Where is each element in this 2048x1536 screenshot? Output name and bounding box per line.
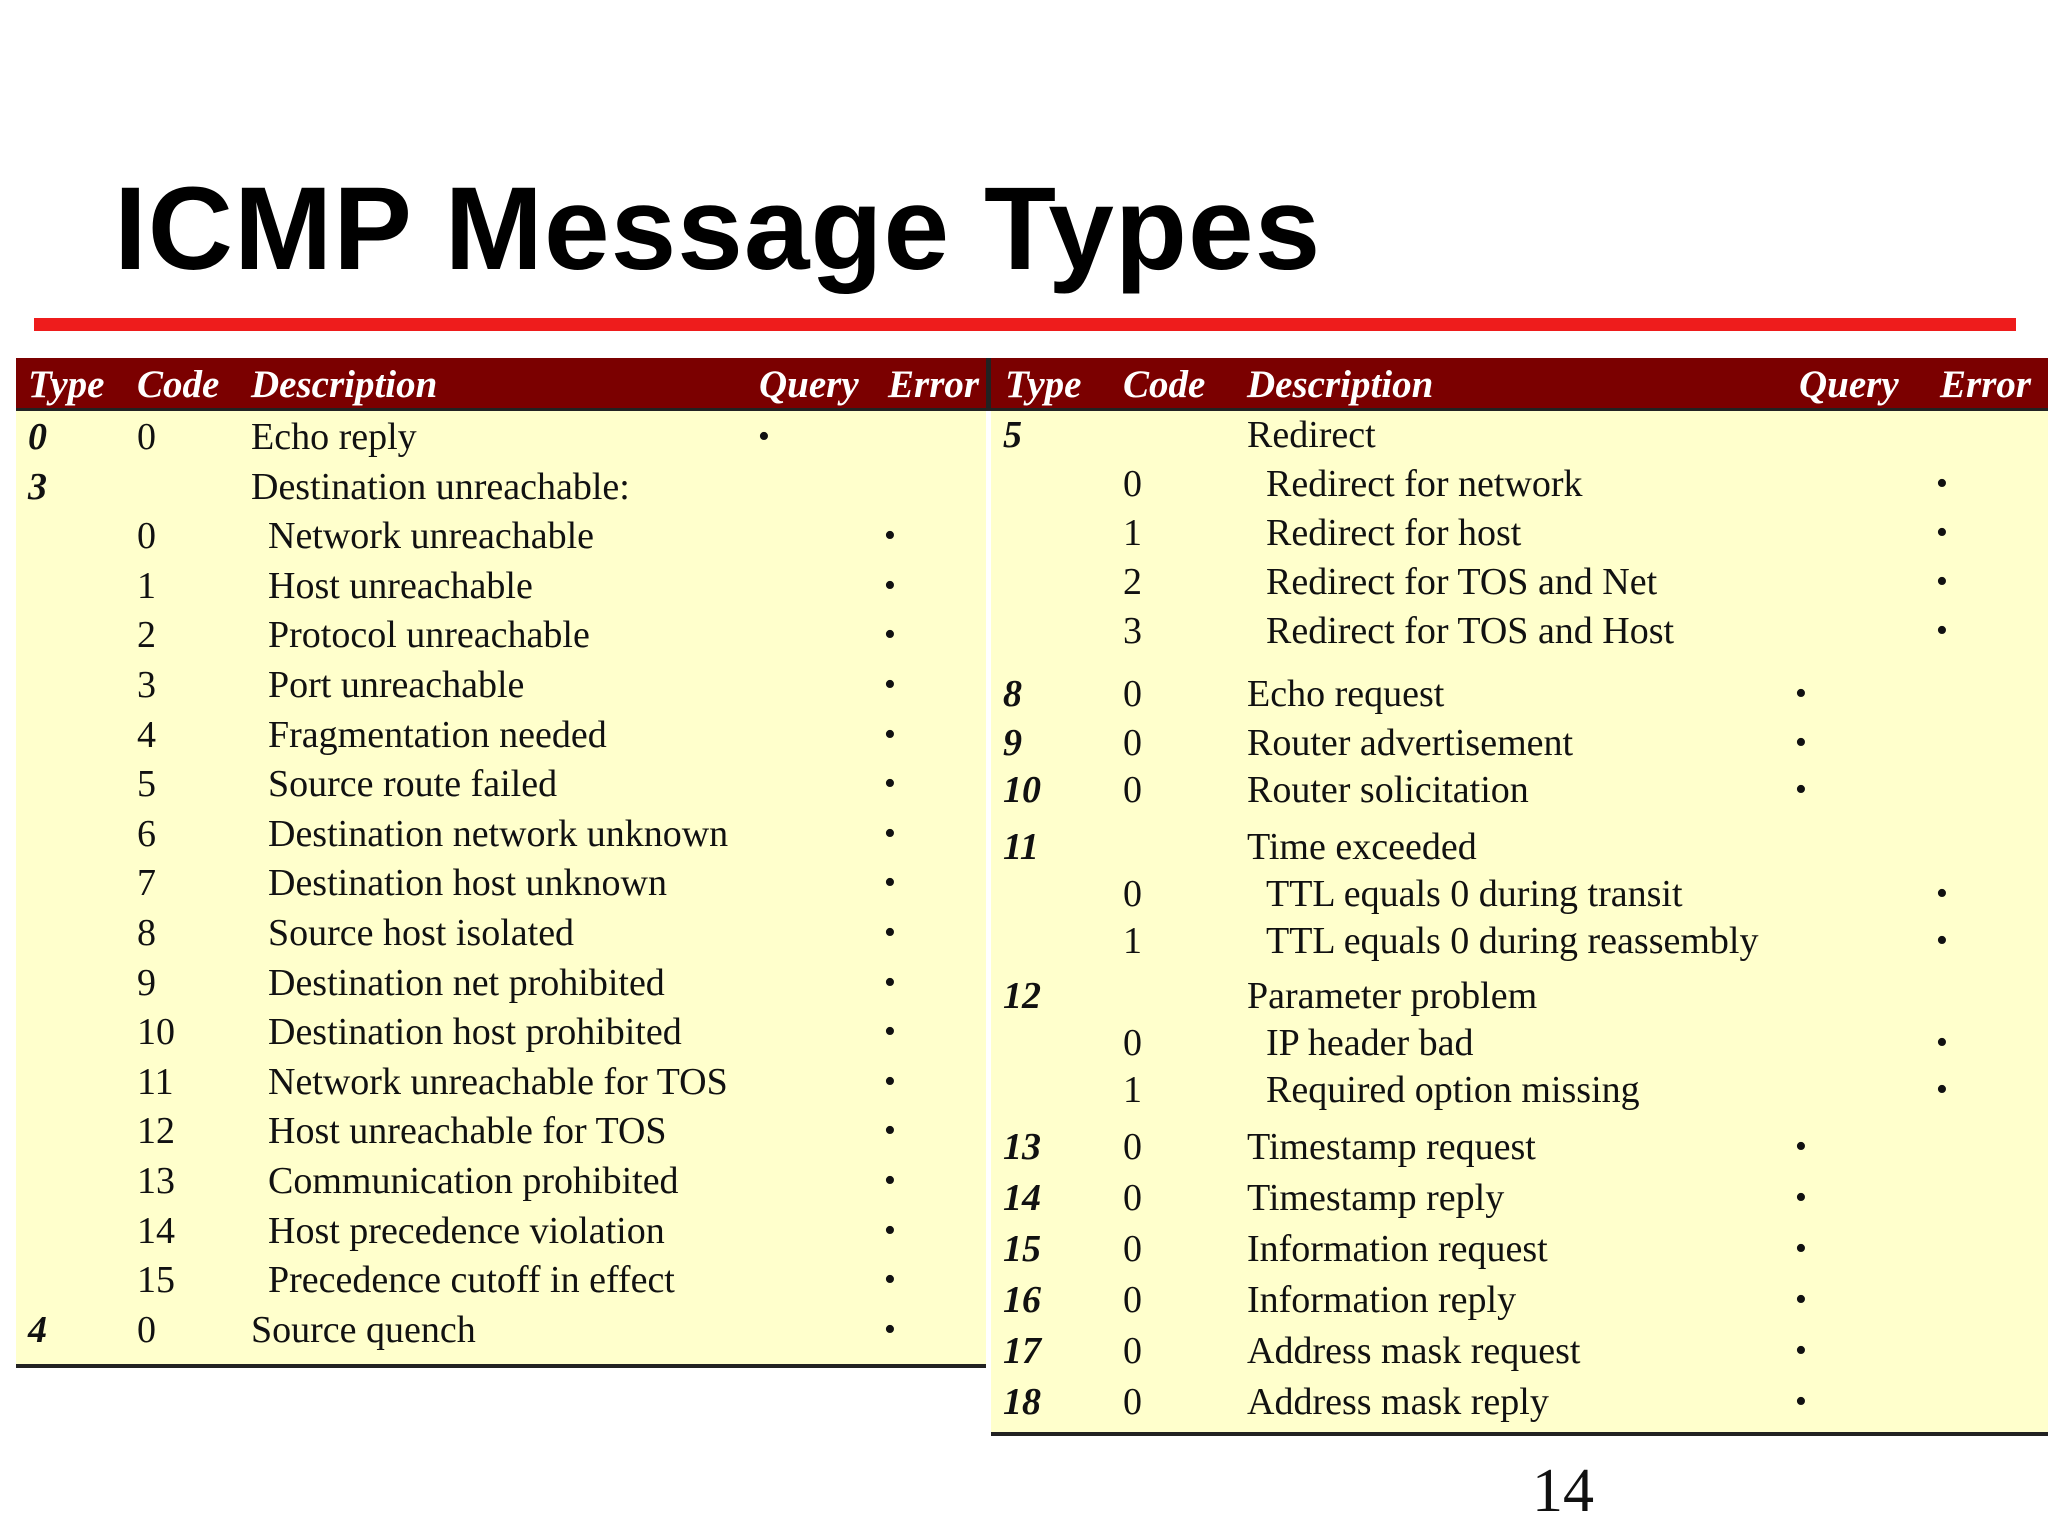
table-row (16, 960, 986, 1006)
table-row (16, 662, 986, 708)
description-cell: Parameter problem (1247, 975, 1538, 1017)
error-mark: • (884, 666, 896, 703)
table-row (991, 1226, 2048, 1272)
code-cell: 0 (1123, 463, 1142, 505)
description-cell: Redirect (1247, 414, 1376, 456)
table-row (991, 824, 2048, 870)
code-cell: 8 (137, 912, 156, 954)
code-cell: 2 (137, 614, 156, 657)
description-cell: Host unreachable (268, 564, 533, 607)
table-row (991, 1379, 2048, 1425)
query-mark: • (1795, 1281, 1807, 1318)
error-mark: • (1936, 922, 1948, 959)
code-cell: 7 (137, 862, 156, 905)
description-cell: Network unreachable (268, 515, 595, 558)
query-mark: • (1795, 1128, 1807, 1165)
description-cell: Redirect for TOS and Net (1266, 561, 1658, 603)
code-cell: 0 (137, 416, 156, 458)
error-mark: • (884, 517, 896, 555)
type-cell: 3 (28, 465, 47, 508)
description-cell: Router advertisement (1247, 722, 1574, 764)
code-cell: 9 (137, 961, 156, 1004)
description-cell: Redirect for TOS and Host (1266, 610, 1675, 652)
header-query: Query (1799, 363, 1899, 406)
type-cell: 9 (1003, 722, 1022, 764)
code-cell: 0 (1123, 1177, 1142, 1219)
description-cell: Echo request (1247, 673, 1445, 715)
description-cell: Address mask request (1247, 1330, 1581, 1372)
code-cell: 11 (137, 1060, 174, 1103)
code-cell: 0 (1123, 673, 1142, 715)
type-cell: 16 (1003, 1279, 1041, 1321)
right-icmp-table (991, 358, 2048, 1436)
description-cell: Destination network unknown (268, 812, 729, 855)
type-cell: 4 (28, 1308, 47, 1351)
type-cell: 14 (1003, 1177, 1041, 1219)
type-cell: 5 (1003, 414, 1022, 456)
slide-title: ICMP Message Types (114, 163, 1322, 295)
table-row (16, 1059, 986, 1105)
code-cell: 4 (137, 713, 156, 756)
description-cell: Protocol unreachable (268, 614, 590, 657)
code-cell: 3 (137, 664, 156, 706)
code-cell: 12 (137, 1110, 175, 1153)
type-cell: 12 (1003, 975, 1041, 1017)
code-cell: 0 (1123, 1330, 1142, 1372)
table-row (16, 464, 986, 510)
query-mark: • (1795, 771, 1807, 808)
table-row (991, 1175, 2048, 1221)
description-cell: TTL equals 0 during reassembly (1266, 920, 1759, 962)
table-row (16, 1257, 986, 1303)
code-cell: 6 (137, 812, 156, 855)
table-row (16, 563, 986, 609)
table-row (991, 720, 2048, 766)
code-cell: 1 (1123, 1069, 1142, 1111)
table-row (16, 612, 986, 658)
code-cell: 0 (1123, 1279, 1142, 1321)
description-cell: Required option missing (1266, 1069, 1640, 1111)
error-mark: • (884, 566, 896, 604)
table-row (991, 1020, 2048, 1066)
description-cell: Redirect for network (1266, 463, 1583, 505)
error-mark: • (1936, 612, 1948, 649)
code-cell: 3 (1123, 610, 1142, 652)
code-cell: 1 (1123, 512, 1142, 554)
error-mark: • (884, 1112, 896, 1150)
error-mark: • (884, 963, 896, 1001)
description-cell: Source host isolated (268, 912, 575, 954)
description-cell: Host unreachable for TOS (268, 1110, 667, 1153)
header-query: Query (759, 363, 859, 406)
code-cell: 0 (1123, 1126, 1142, 1168)
table-row (991, 1277, 2048, 1323)
table-row (991, 1328, 2048, 1374)
query-mark: • (1795, 1383, 1807, 1420)
code-cell: 0 (1123, 769, 1142, 811)
header-error: Error (1940, 363, 2032, 406)
code-cell: 0 (1123, 1228, 1142, 1270)
table-row (16, 761, 986, 807)
code-cell: 0 (1123, 1022, 1142, 1064)
header-code: Code (137, 363, 220, 406)
error-mark: • (884, 765, 896, 803)
type-cell: 17 (1003, 1330, 1041, 1372)
type-cell: 18 (1003, 1381, 1041, 1423)
code-cell: 14 (137, 1209, 175, 1252)
description-cell: Timestamp request (1247, 1126, 1536, 1168)
table-row (16, 811, 986, 857)
code-cell: 1 (137, 564, 156, 607)
error-mark: • (1936, 465, 1948, 502)
error-mark: • (884, 864, 896, 902)
table-row (991, 461, 2048, 507)
table-row (991, 1067, 2048, 1113)
description-cell: Host precedence violation (268, 1209, 665, 1252)
description-cell: Network unreachable for TOS (268, 1060, 728, 1103)
table-row (16, 1009, 986, 1055)
code-cell: 1 (1123, 920, 1142, 962)
table-row (991, 973, 2048, 1019)
description-cell: Communication prohibited (268, 1160, 679, 1202)
type-cell: 11 (1003, 826, 1039, 868)
error-mark: • (884, 1062, 896, 1100)
error-mark: • (884, 715, 896, 753)
header-type: Type (28, 363, 105, 406)
error-mark: • (1936, 875, 1948, 912)
table-row (991, 871, 2048, 917)
query-mark: • (1795, 1332, 1807, 1369)
query-mark: • (1795, 1230, 1807, 1267)
description-cell: Fragmentation needed (268, 713, 607, 756)
description-cell: Destination host prohibited (268, 1011, 682, 1054)
table-row (16, 513, 986, 559)
description-cell: TTL equals 0 during transit (1266, 873, 1683, 915)
right-table-header (991, 358, 2048, 411)
table-row (16, 414, 986, 460)
error-mark: • (884, 814, 896, 852)
code-cell: 0 (1123, 1381, 1142, 1423)
table-row (16, 860, 986, 906)
description-cell: Timestamp reply (1247, 1177, 1505, 1219)
table-row (16, 712, 986, 758)
description-cell: Port unreachable (268, 664, 525, 706)
description-cell: Destination host unknown (268, 862, 667, 905)
description-cell: Information reply (1247, 1279, 1517, 1321)
table-row (16, 1158, 986, 1204)
error-mark: • (884, 914, 896, 951)
error-mark: • (884, 1310, 896, 1348)
title-underline (34, 318, 2016, 331)
description-cell: Router solicitation (1247, 769, 1529, 811)
description-cell: Information request (1247, 1228, 1548, 1270)
error-mark: • (1936, 1071, 1948, 1108)
page-number: 14 (1532, 1457, 1594, 1525)
query-mark: • (758, 418, 770, 455)
code-cell: 10 (137, 1011, 175, 1054)
header-error: Error (888, 363, 980, 406)
error-mark: • (884, 1211, 896, 1249)
table-row (991, 412, 2048, 458)
table-row (991, 510, 2048, 556)
left-table-header (16, 358, 991, 411)
type-cell: 8 (1003, 673, 1022, 715)
description-cell: Source route failed (268, 763, 558, 806)
description-cell: Source quench (251, 1308, 476, 1351)
error-mark: • (884, 1013, 896, 1051)
description-cell: Destination unreachable: (251, 465, 630, 508)
header-type: Type (1005, 363, 1082, 406)
error-mark: • (1936, 1024, 1948, 1061)
table-row (991, 608, 2048, 654)
header-description: Description (1247, 363, 1434, 406)
table-row (16, 1108, 986, 1154)
header-code: Code (1123, 363, 1206, 406)
error-mark: • (884, 1261, 896, 1299)
table-row (16, 1307, 986, 1353)
query-mark: • (1795, 1179, 1807, 1216)
type-cell: 10 (1003, 769, 1041, 811)
query-mark: • (1795, 724, 1807, 761)
description-cell: Time exceeded (1247, 826, 1477, 868)
table-row (16, 1208, 986, 1254)
description-cell: Redirect for host (1266, 512, 1522, 554)
code-cell: 5 (137, 763, 156, 806)
query-mark: • (1795, 675, 1807, 712)
header-description: Description (251, 363, 438, 406)
description-cell: IP header bad (1266, 1022, 1474, 1064)
type-cell: 15 (1003, 1228, 1041, 1270)
code-cell: 2 (1123, 561, 1142, 603)
code-cell: 0 (137, 1308, 156, 1351)
description-cell: Destination net prohibited (268, 961, 665, 1004)
table-row (991, 767, 2048, 813)
code-cell: 13 (137, 1160, 175, 1202)
description-cell: Echo reply (251, 416, 417, 458)
description-cell: Address mask reply (1247, 1381, 1549, 1423)
table-row (991, 1124, 2048, 1170)
type-cell: 0 (28, 416, 47, 458)
description-cell: Precedence cutoff in effect (268, 1259, 675, 1302)
code-cell: 15 (137, 1259, 175, 1302)
code-cell: 0 (1123, 722, 1142, 764)
table-row (16, 910, 986, 956)
error-mark: • (884, 616, 896, 654)
type-cell: 13 (1003, 1126, 1041, 1168)
error-mark: • (1936, 563, 1948, 600)
table-row (991, 671, 2048, 717)
table-row (991, 559, 2048, 605)
error-mark: • (1936, 514, 1948, 551)
error-mark: • (884, 1162, 896, 1199)
code-cell: 0 (137, 515, 156, 558)
left-icmp-table (16, 358, 986, 1368)
code-cell: 0 (1123, 873, 1142, 915)
table-row (991, 918, 2048, 964)
